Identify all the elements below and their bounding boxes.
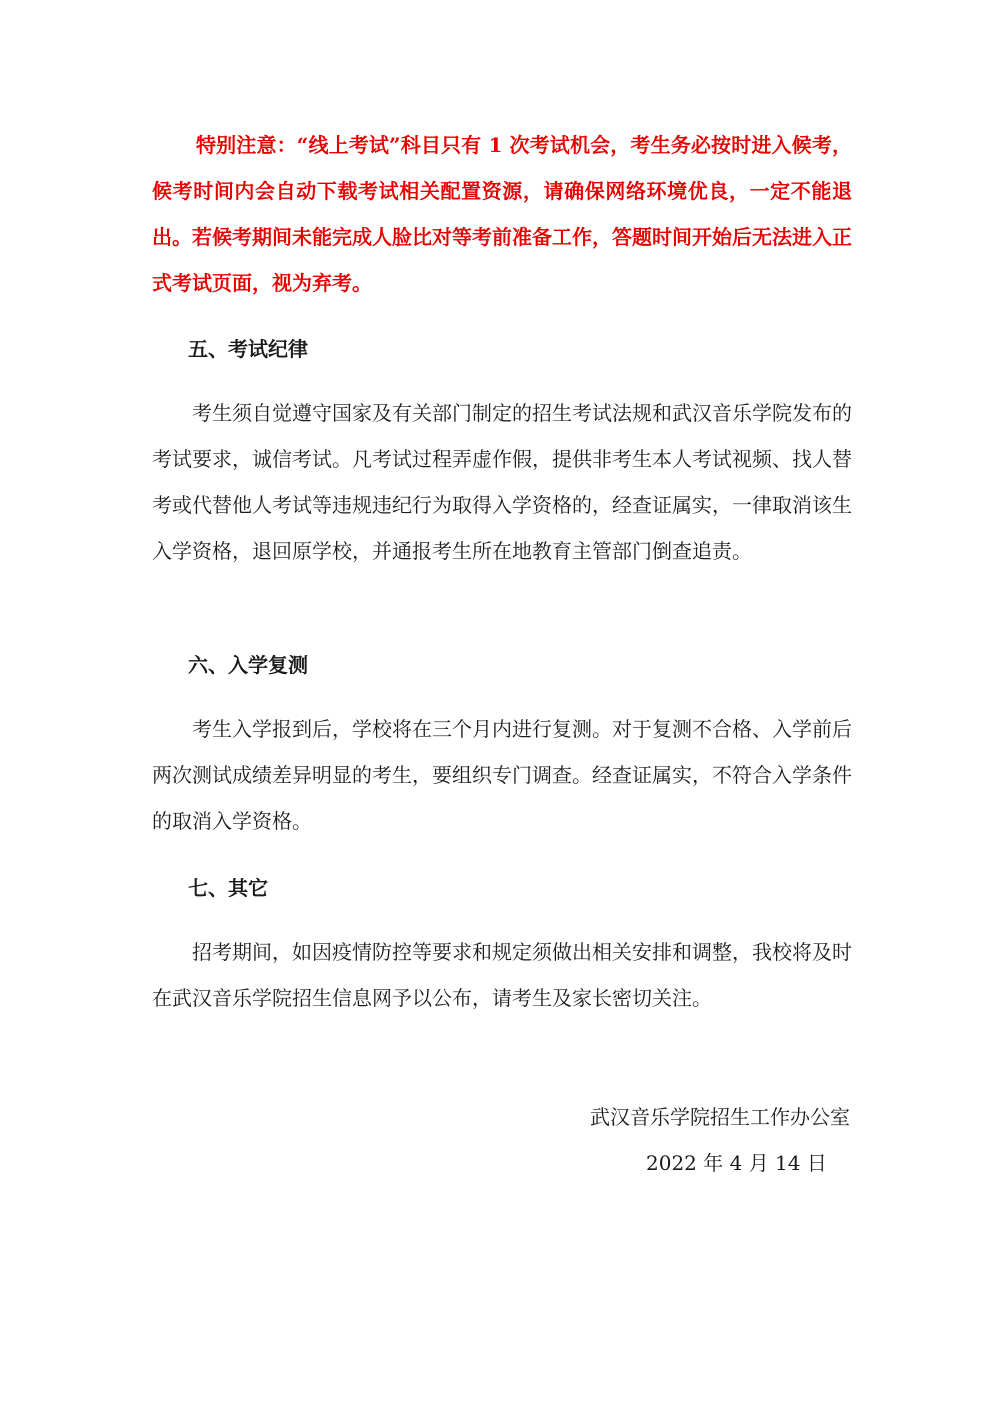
section-heading-exam-discipline: 五、考试纪律 [188,337,308,361]
section-body-other: 招考期间，如因疫情防控等要求和规定须做出相关安排和调整，我校将及时在武汉音乐学院招生信息网予以公布，请考生及家长密切关注。 [152,940,852,1010]
section-body-exam-discipline: 考生须自觉遵守国家及有关部门制定的招生考试法规和武汉音乐学院发布的考试要求，诚信考试。凡考试过程弄虚作假，提供非考生本人考试视频、找人替考或代替他人考试等违规违纪行为取得入学资格的，经查证属实，一律取消该生入学资格，退回原学校，并通报考生所在地教育主管部门倒查追责。 [152,401,852,563]
special-notice: 特别注意：“线上考试”科目只有 1 次考试机会，考生务必按时进入候考，候考时间内会自动下载考试相关配置资源，请确保网络环境优良，一定不能退出。若候考期间未能完成人脸比对等考前准备工作，答题时间开始后无法进入正式考试页面，视为弃考。 [152,133,852,295]
signature-organization: 武汉音乐学院招生工作办公室 [590,1105,850,1129]
section-heading-admission-retest: 六、入学复测 [188,653,308,677]
section-body-admission-retest: 考生入学报到后，学校将在三个月内进行复测。对于复测不合格、入学前后两次测试成绩差异明显的考生，要组织专门调查。经查证属实，不符合入学条件的取消入学资格。 [152,717,852,833]
section-heading-other: 七、其它 [188,876,268,900]
signature-date: 2022 年 4 月 14 日 [646,1151,827,1175]
